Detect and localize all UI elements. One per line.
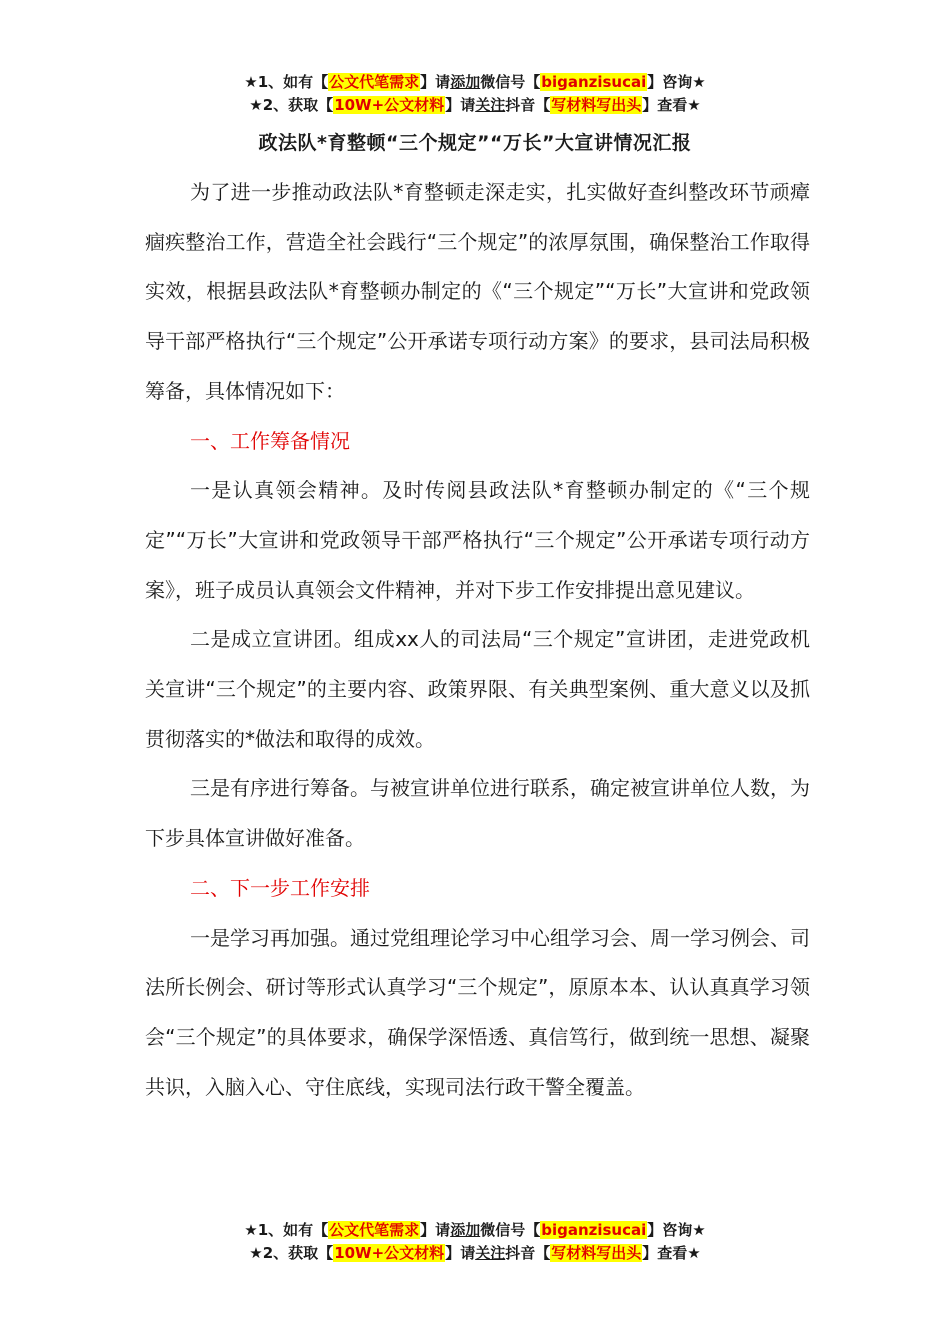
bottom-banner-line-2: ★2、获取【10W+公文材料】请关注抖音【写材料写出头】查看★ — [249, 1244, 701, 1262]
section-1-paragraph-3: 三是有序进行筹备。与被宣讲单位进行联系，确定被宣讲单位人数，为下步具体宣讲做好准备。 — [145, 776, 810, 851]
section-1-paragraph-1: 一是认真领会精神。及时传阅县政法队*育整顿办制定的《“三个规定”“万长”大宣讲和党政领导干部严格执行“三个规定”公开承诺专项行动方案》，班子成员认真领会文件精神，并对下步工作安排提出意见建议。 — [145, 478, 810, 602]
wechat-id: biganzisucai — [541, 1221, 647, 1239]
highlight-service: 公文代笔需求 — [329, 73, 420, 91]
section-2-paragraph-1: 一是学习再加强。通过党组理论学习中心组学习会、周一学习例会、司法所长例会、研讨等形式认真学习“三个规定”，原原本本、认认真真学习领会“三个规定”的具体要求，确保学深悟透、真信笃行，做到统一思想、凝聚共识，入脑入心、守住底线，实现司法行政干警全覆盖。 — [145, 925, 810, 1099]
bottom-banner-line-1: ★1、如有【公文代笔需求】请添加微信号【biganzisucai】咨询★ — [244, 1221, 706, 1239]
wechat-id: biganzisucai — [541, 73, 647, 91]
highlight-materials: 10W+公文材料 — [334, 1244, 445, 1262]
section-2-heading: 二、下一步工作安排 — [190, 875, 370, 900]
document-body — [145, 168, 810, 1112]
section-1-heading: 一、工作筹备情况 — [190, 428, 350, 453]
douyin-account: 写材料写出头 — [551, 96, 642, 114]
highlight-materials: 10W+公文材料 — [334, 96, 445, 114]
highlight-service: 公文代笔需求 — [329, 1221, 420, 1239]
top-banner-line-2: ★2、获取【10W+公文材料】请关注抖音【写材料写出头】查看★ — [249, 96, 701, 114]
top-banner-line-1: ★1、如有【公文代笔需求】请添加微信号【biganzisucai】咨询★ — [244, 73, 706, 91]
intro-paragraph: 为了进一步推动政法队*育整顿走深走实，扎实做好查纠整改环节顽瘴痼疾整治工作，营造全社会践行“三个规定”的浓厚氛围，确保整治工作取得实效，根据县政法队*育整顿办制定的《“三个规定”“万长”大宣讲和党政领导干部严格执行“三个规定”公开承诺专项行动方案》的要求，县司法局积极筹备，具体情况如下： — [145, 180, 810, 403]
document-title: 政法队*育整顿“三个规定”“万长”大宣讲情况汇报 — [258, 132, 692, 154]
section-1-paragraph-2: 二是成立宣讲团。组成xx人的司法局“三个规定”宣讲团，走进党政机关宣讲“三个规定”的主要内容、政策界限、有关典型案例、重大意义以及抓贯彻落实的*做法和取得的成效。 — [145, 627, 810, 751]
douyin-account: 写材料写出头 — [551, 1244, 642, 1262]
